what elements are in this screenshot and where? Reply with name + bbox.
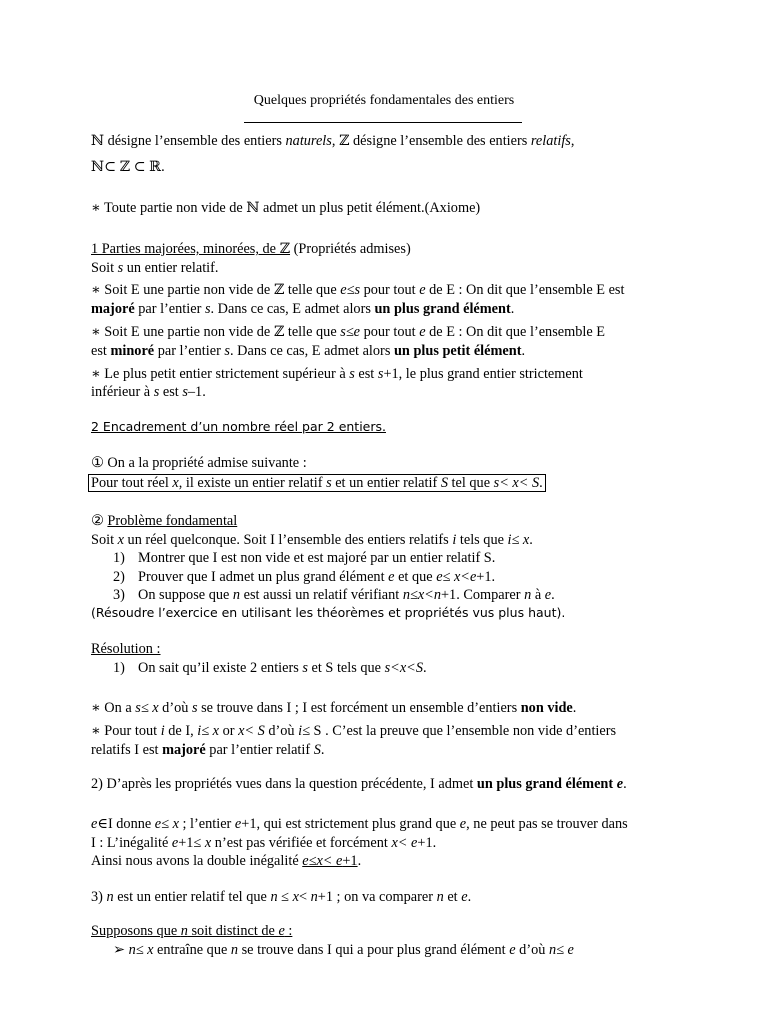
resolution-point-a <box>91 699 576 717</box>
text: n <box>230 942 239 958</box>
text: d’où <box>515 942 549 958</box>
text: s<x<S <box>384 660 423 676</box>
text: est <box>354 366 378 382</box>
text: s≤ x <box>135 700 159 716</box>
text: d’où <box>158 700 192 716</box>
text: . <box>357 853 362 869</box>
item-number: 3) <box>113 587 125 603</box>
resolution-item-3 <box>91 888 471 906</box>
text: ; l’entier <box>178 816 235 832</box>
text: et S tels que <box>307 660 385 676</box>
text: un réel quelconque. Soit I l’ensemble des entiers relatifs <box>123 532 453 548</box>
text: –1. <box>187 384 206 400</box>
text: Supposons que <box>91 923 181 939</box>
resolution-point-b-line-1 <box>91 722 616 740</box>
text: , il existe un entier relatif <box>178 475 327 491</box>
text: e <box>278 923 285 939</box>
section-1-heading <box>91 240 411 258</box>
text: S <box>313 742 321 758</box>
text: e <box>234 816 242 832</box>
text: s <box>302 660 308 676</box>
item-number: 1) <box>113 550 125 566</box>
s2-circle-2-line <box>91 512 237 530</box>
text: . Dans ce cas, E admet alors <box>230 343 394 359</box>
text: pour tout <box>360 324 420 340</box>
text: 3) <box>91 889 107 905</box>
s1-prop-2-line-2 <box>91 342 525 360</box>
text: e <box>509 942 516 958</box>
resolution-heading <box>91 640 161 658</box>
s1-prop-3-line-2 <box>91 383 206 401</box>
text: majoré <box>91 301 135 317</box>
resolution-item-1 <box>113 659 427 677</box>
text: n <box>270 889 278 905</box>
text: or <box>219 723 239 739</box>
text: ∗ Pour tout <box>91 723 161 739</box>
item-number: 2) <box>113 569 125 585</box>
boxed-property <box>91 474 546 492</box>
text: x< e <box>391 835 418 851</box>
text: Montrer que I est non vide et est majoré par un entier relatif S. <box>138 550 496 566</box>
text: e≤x< e <box>302 853 343 869</box>
text: se trouve dans I ; I est forcément un ensemble d’entiers <box>197 700 521 716</box>
resolution-e-line-1 <box>91 815 628 833</box>
text: s <box>377 366 384 382</box>
intro-line-1 <box>91 132 574 150</box>
text: e <box>544 587 552 603</box>
text: ∗ Soit E une partie non vide de ℤ telle que <box>91 324 341 340</box>
text: n≤ e <box>548 942 574 958</box>
text: s <box>224 343 230 359</box>
text: i≤ x <box>507 532 530 548</box>
text: s <box>326 475 332 491</box>
text: par l’entier <box>154 343 225 359</box>
text: Soit <box>91 260 118 276</box>
text: à <box>531 587 545 603</box>
text: , <box>570 133 575 149</box>
text: . <box>510 301 515 317</box>
text: +1, qui est strictement plus grand que <box>241 816 460 832</box>
text: Soit <box>91 532 118 548</box>
text: : <box>284 923 293 939</box>
text: minoré <box>110 343 155 359</box>
text: e <box>419 324 426 340</box>
text: e≤s <box>340 282 361 298</box>
text: est <box>91 343 111 359</box>
s2-question-1 <box>113 549 495 567</box>
text: s≤e <box>340 324 361 340</box>
s1-prop-3-line-1 <box>91 365 583 383</box>
text: e≤ x<e <box>436 569 477 585</box>
text: e <box>616 776 624 792</box>
s1-prop-1-line-2 <box>91 300 514 318</box>
text: n <box>106 889 114 905</box>
text: x <box>204 835 212 851</box>
text: de E : On dit que l’ensemble E <box>425 324 606 340</box>
text: n <box>310 889 318 905</box>
item-number: 1) <box>113 660 125 676</box>
text: +1. Comparer <box>440 587 525 603</box>
title-underline <box>244 122 522 123</box>
text: i≤ <box>298 723 310 739</box>
text: n <box>180 923 188 939</box>
page-title: Quelques propriétés fondamentales des entiers <box>253 93 515 108</box>
arrow-bullet-icon: ➢ <box>113 942 125 958</box>
s2-circle-1-line: ① On a la propriété admise suivante : <box>91 455 307 471</box>
text: . <box>467 889 472 905</box>
text: , ℤ désigne l’ensemble des entiers <box>331 133 531 149</box>
text: un plus grand élément <box>374 301 511 317</box>
text: s< x< S <box>493 475 540 491</box>
s1-soit-line <box>91 259 218 277</box>
text: est un entier relatif tel que <box>113 889 271 905</box>
resolution-e-line-3 <box>91 852 361 870</box>
text: majoré <box>162 742 206 758</box>
text: entraîne que <box>153 942 231 958</box>
arrow-bullet-line <box>113 941 574 959</box>
text: e <box>459 816 467 832</box>
suppose-heading <box>91 922 292 940</box>
text: soit distinct de <box>187 923 279 939</box>
text: . <box>422 660 427 676</box>
text: ∗ Le plus petit entier strictement supérieur à <box>91 366 350 382</box>
s1-prop-1-line-1 <box>91 281 624 299</box>
text: Ainsi nous avons la double inégalité <box>91 853 303 869</box>
text: s <box>117 260 124 276</box>
text: n≤x<n <box>402 587 441 603</box>
text: , ne peut pas se trouver dans <box>466 816 628 832</box>
text: s <box>204 301 211 317</box>
text: e <box>388 569 395 585</box>
text: On sait qu’il existe 2 entiers <box>138 660 303 676</box>
text: tel que <box>447 475 494 491</box>
text: ℕ désigne l’ensemble des entiers <box>91 133 286 149</box>
heading-note: (Propriétés admises) <box>290 241 411 257</box>
property-box <box>88 474 546 492</box>
text: et que <box>394 569 437 585</box>
text: Problème fondamental <box>107 513 238 529</box>
text: Pour tout réel <box>91 475 173 491</box>
text: . <box>529 532 533 548</box>
text: +1, le plus grand entier strictement <box>383 366 583 382</box>
text: . <box>539 475 543 491</box>
resolution-e-line-2 <box>91 834 436 852</box>
text: +1 <box>342 853 358 869</box>
heading-text: Résolution : <box>91 641 161 657</box>
text: tels que <box>456 532 508 548</box>
text: S . C’est la preuve que l’ensemble non vide d’entiers <box>309 723 617 739</box>
text: de I, <box>164 723 198 739</box>
text: inférieur à <box>91 384 154 400</box>
s2-question-2 <box>113 568 495 586</box>
text: . <box>623 776 627 792</box>
text: e <box>171 835 179 851</box>
text: de E : On dit que l’ensemble E est <box>425 282 625 298</box>
resolution-point-b-line-2 <box>91 741 324 759</box>
text: ∗ On a <box>91 700 136 716</box>
text: Prouver que I admet un plus grand élément <box>138 569 389 585</box>
text: naturels <box>285 133 332 149</box>
text: s <box>191 700 198 716</box>
text: d’où <box>264 723 299 739</box>
text: i≤ x <box>197 723 219 739</box>
text: et <box>443 889 462 905</box>
text: x <box>292 889 299 905</box>
text: +1 ; on va comparer <box>317 889 437 905</box>
suppose-underlined <box>91 923 292 939</box>
text: ∈I donne <box>97 816 155 832</box>
text: x< S <box>238 723 265 739</box>
text: relatifs I est <box>91 742 163 758</box>
text: et un entier relatif <box>331 475 441 491</box>
text: par l’entier <box>134 301 205 317</box>
text: un plus grand élément <box>476 776 617 792</box>
text: ② <box>91 513 108 529</box>
text: s <box>153 384 160 400</box>
text: n <box>436 889 444 905</box>
text: non vide <box>520 700 573 716</box>
text: On suppose que <box>138 587 233 603</box>
text: +1. <box>476 569 496 585</box>
text: e <box>91 816 98 832</box>
text: e≤ x <box>154 816 179 832</box>
text: s <box>182 384 188 400</box>
text: est aussi un relatif vérifiant <box>240 587 403 603</box>
text: un plus petit élément <box>393 343 522 359</box>
text: relatifs <box>530 133 571 149</box>
text: x <box>172 475 179 491</box>
resolution-item-2 <box>91 775 627 793</box>
text: +1. <box>417 835 437 851</box>
s2-note: (Résoudre l’exercice en utilisant les théorèmes et propriétés vus plus haut). <box>91 605 566 620</box>
text: i <box>160 723 165 739</box>
text: n’est pas vérifiée et forcément <box>211 835 392 851</box>
s1-prop-2-line-1 <box>91 323 605 341</box>
text: se trouve dans I qui a pour plus grand élément <box>238 942 510 958</box>
text: e <box>461 889 468 905</box>
text: un entier relatif. <box>123 260 219 276</box>
text: i <box>452 532 457 548</box>
text: par l’entier relatif <box>205 742 314 758</box>
text: . <box>521 343 526 359</box>
section-2-heading <box>91 418 386 436</box>
text: ∗ Soit E une partie non vide de ℤ telle que <box>91 282 341 298</box>
heading-text: 1 Parties majorées, minorées, de ℤ <box>91 241 291 257</box>
text: n≤ x <box>128 942 154 958</box>
text: x <box>117 532 124 548</box>
text: . <box>320 742 325 758</box>
text: . <box>551 587 555 603</box>
intro-line-2: ℕ⊂ ℤ ⊂ ℝ. <box>91 159 165 175</box>
text: n <box>524 587 532 603</box>
double-inequality <box>302 853 357 869</box>
text: I : L’inégalité <box>91 835 172 851</box>
text: +1≤ <box>178 835 205 851</box>
heading-text: 2 Encadrement d’un nombre réel par 2 entiers. <box>91 419 386 434</box>
text: s <box>349 366 355 382</box>
text: < <box>298 889 311 905</box>
text: e <box>419 282 426 298</box>
text: ≤ <box>277 889 293 905</box>
text: est <box>159 384 183 400</box>
text: S <box>440 475 448 491</box>
text: pour tout <box>360 282 420 298</box>
text: 2) D’après les propriétés vues dans la question précédente, I admet <box>91 776 477 792</box>
s2-soit-line <box>91 531 533 549</box>
text: . Dans ce cas, E admet alors <box>210 301 375 317</box>
text: . <box>572 700 577 716</box>
text: n <box>232 587 241 603</box>
axiom-line: ∗ Toute partie non vide de ℕ admet un plus petit élément.(Axiome) <box>91 200 481 216</box>
s2-question-3 <box>113 586 555 604</box>
